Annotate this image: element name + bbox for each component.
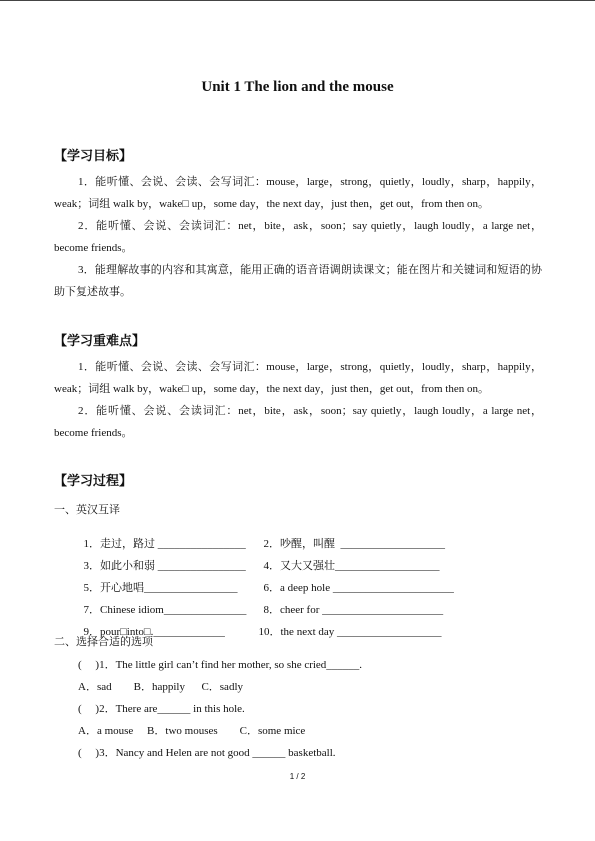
key-points-heading: 【学习重难点】: [54, 334, 146, 349]
page-top-border: [0, 0, 595, 1]
translate-item: 8．cheer for ______________________: [263, 604, 444, 616]
translate-item: 7．Chinese idiom_______________: [83, 604, 247, 616]
key-points-item-1: 1．能听懂、会说、会读、会写词汇：mouse，large，strong，quietly，loudly，sharp，happily，weak；词组 walk by，wake□ up，some day，the next day，just then，get out，from then on。: [54, 361, 542, 395]
page-number: 1 / 2: [289, 772, 306, 781]
translate-item: 3．如此小和弱 ________________: [83, 560, 246, 572]
goals-item-1: 1．能听懂、会说、会读、会写词汇：mouse，large，strong，quietly，loudly，sharp，happily，weak；词组 walk by，wake□ up，some day，the next day，just then，get out，from then on。: [54, 176, 542, 210]
question-2: ( )2．There are______ in this hole.: [78, 703, 245, 715]
page-title: Unit 1 The lion and the mouse: [201, 79, 394, 95]
key-points-section: [54, 356, 542, 444]
part1-title: 一、英汉互译: [54, 504, 120, 516]
goals-heading: 【学习目标】: [54, 149, 133, 164]
translate-item: 9．pour□into□._____________: [83, 626, 225, 638]
question-1: ( )1．The little girl can’t find her mother, so she cried______.: [78, 659, 363, 671]
part2-title: 二、选择合适的选项: [54, 636, 153, 648]
translate-item: 4．又大又强壮___________________: [263, 560, 440, 572]
translate-item: 10．the next day ___________________: [258, 626, 442, 638]
key-points-item-2: 2．能听懂、会说、会读词汇：net，bite，ask，soon；say quietly，laugh loudly，a large net，become friends。: [54, 405, 542, 439]
question-1-options: A．sad B．happily C．sadly: [78, 681, 243, 693]
goals-item-3: 3．能理解故事的内容和其寓意，能用正确的语音语调朗读课文；能在图片和关键词和短语的协助下复述故事。: [54, 264, 542, 298]
translate-item: 6．a deep hole ______________________: [263, 582, 454, 594]
goals-section: [54, 171, 542, 303]
process-heading: 【学习过程】: [54, 474, 133, 489]
translate-item: 5．开心地唱_________________: [83, 582, 238, 594]
question-2-options: A．a mouse B．two mouses C．some mice: [78, 725, 306, 737]
translate-item: 1．走过，路过 ________________: [83, 538, 246, 550]
question-3: ( )3．Nancy and Helen are not good ______ basketball.: [78, 747, 336, 759]
goals-item-2: 2．能听懂、会说、会读词汇：net，bite，ask，soon；say quietly，laugh loudly，a large net，become friends。: [54, 220, 542, 254]
translate-item: 2．吵醒，叫醒 ___________________: [263, 538, 445, 550]
